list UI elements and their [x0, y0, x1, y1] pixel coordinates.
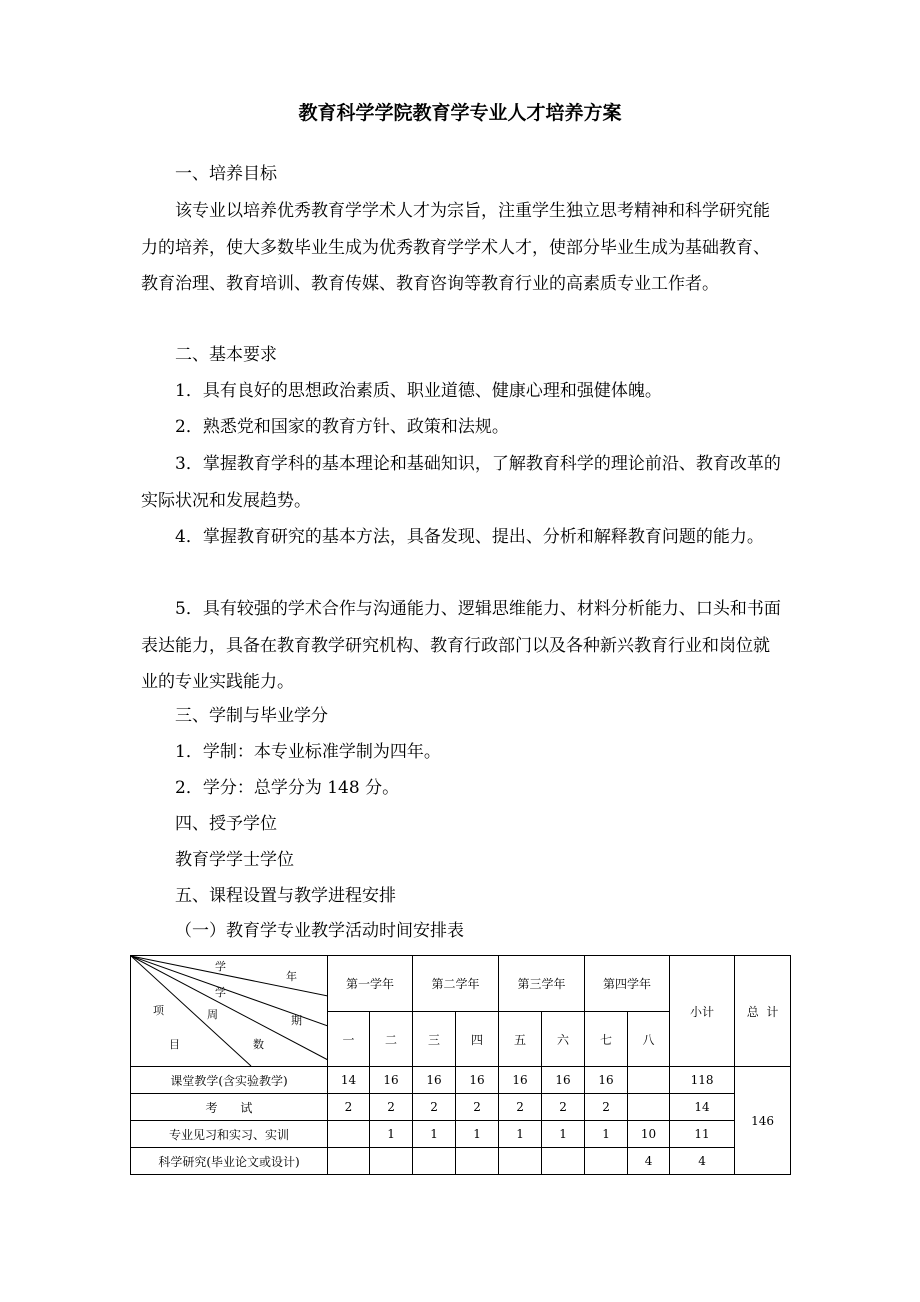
semester-header: 七 [585, 1012, 628, 1067]
corner-label: 数 [253, 1038, 264, 1051]
corner-label: 学 [215, 986, 226, 999]
table-cell [328, 1148, 370, 1175]
subtotal-cell: 11 [670, 1121, 735, 1148]
corner-label: 目 [169, 1038, 180, 1051]
table-caption: （一）教育学专业教学活动时间安排表 [175, 921, 464, 941]
section-1-body: 该专业以培养优秀教育学学术人才为宗旨，注重学生独立思考精神和科学研究能力的培养，使大多数毕业生成为优秀教育学学术人才，使部分毕业生成为基础教育、教育治理、教育培训、教育传媒、教育咨询等教育行业的高素质专业工作者。 [141, 201, 770, 294]
corner-label: 年 [286, 970, 297, 983]
table-cell [499, 1148, 542, 1175]
table-cell: 16 [542, 1067, 585, 1094]
table-cell: 2 [585, 1094, 628, 1121]
table-cell: 14 [328, 1067, 370, 1094]
table-cell: 1 [585, 1121, 628, 1148]
table-row [131, 1094, 791, 1121]
table-cell: 1 [456, 1121, 499, 1148]
table-cell [456, 1148, 499, 1175]
table-cell: 1 [413, 1121, 456, 1148]
table-cell: 16 [370, 1067, 413, 1094]
corner-label: 项 [153, 1004, 164, 1017]
year-header: 第二学年 [413, 956, 499, 1012]
table-cell: 4 [628, 1148, 670, 1175]
table-cell: 16 [413, 1067, 456, 1094]
semester-header: 六 [542, 1012, 585, 1067]
table-cell [370, 1148, 413, 1175]
corner-label: 周 [207, 1008, 218, 1021]
year-header: 第三学年 [499, 956, 585, 1012]
table-cell: 2 [370, 1094, 413, 1121]
table-cell: 16 [456, 1067, 499, 1094]
table-row [131, 1148, 791, 1175]
semester-header: 八 [628, 1012, 670, 1067]
table-cell [628, 1067, 670, 1094]
table-cell: 1 [370, 1121, 413, 1148]
table-cell: 2 [542, 1094, 585, 1121]
table-cell [585, 1148, 628, 1175]
year-header: 第四学年 [585, 956, 670, 1012]
section-2-heading: 二、基本要求 [175, 345, 277, 365]
table-cell: 16 [585, 1067, 628, 1094]
requirement-item: 2．熟悉党和国家的教育方针、政策和法规。 [175, 417, 509, 437]
table-cell: 1 [499, 1121, 542, 1148]
corner-label: 期 [291, 1014, 302, 1027]
corner-label: 学 [215, 960, 226, 973]
table-cell [628, 1094, 670, 1121]
section-5-heading: 五、课程设置与教学进程安排 [175, 886, 396, 906]
row-label: 科学研究(毕业论文或设计) [131, 1148, 328, 1175]
total-header: 总 计 [735, 956, 791, 1067]
semester-header: 三 [413, 1012, 456, 1067]
table-cell: 2 [413, 1094, 456, 1121]
semester-header: 一 [328, 1012, 370, 1067]
credits-item: 2．学分：总学分为 148 分。 [175, 778, 400, 798]
requirement-item: 1．具有良好的思想政治素质、职业道德、健康心理和强健体魄。 [175, 381, 662, 401]
row-label: 考 试 [131, 1094, 328, 1121]
section-4-heading: 四、授予学位 [175, 814, 277, 834]
page-title: 教育科学学院教育学专业人才培养方案 [298, 102, 622, 124]
subtotal-cell: 14 [670, 1094, 735, 1121]
subtotal-cell: 4 [670, 1148, 735, 1175]
semester-header: 五 [499, 1012, 542, 1067]
table-cell: 2 [456, 1094, 499, 1121]
corner-header-cell [131, 956, 328, 1067]
table-cell: 16 [499, 1067, 542, 1094]
subtotal-cell: 118 [670, 1067, 735, 1094]
table-row [131, 1067, 791, 1094]
section-1-heading: 一、培养目标 [175, 164, 277, 184]
table-cell [542, 1148, 585, 1175]
table-cell: 2 [499, 1094, 542, 1121]
requirement-item: 4．掌握教育研究的基本方法，具备发现、提出、分析和解释教育问题的能力。 [175, 527, 764, 547]
table-cell: 10 [628, 1121, 670, 1148]
table-row [131, 1121, 791, 1148]
requirement-item: 5．具有较强的学术合作与沟通能力、逻辑思维能力、材料分析能力、口头和书面表达能力，具备在教育教学研究机构、教育行政部门以及各种新兴教育行业和岗位就业的专业实践能力。 [141, 599, 781, 692]
degree-text: 教育学学士学位 [175, 850, 294, 870]
duration-item: 1．学制：本专业标准学制为四年。 [175, 742, 441, 762]
table-cell [413, 1148, 456, 1175]
table-cell: 1 [542, 1121, 585, 1148]
semester-header: 二 [370, 1012, 413, 1067]
table-cell: 2 [328, 1094, 370, 1121]
table-cell [328, 1121, 370, 1148]
row-label: 专业见习和实习、实训 [131, 1121, 328, 1148]
schedule-table [130, 955, 791, 1175]
semester-header: 四 [456, 1012, 499, 1067]
year-header: 第一学年 [328, 956, 413, 1012]
subtotal-header: 小计 [670, 956, 735, 1067]
row-label: 课堂教学(含实验教学) [131, 1067, 328, 1094]
grand-total-cell: 146 [735, 1067, 791, 1175]
section-3-heading: 三、学制与毕业学分 [175, 706, 328, 726]
requirement-item: 3．掌握教育学科的基本理论和基础知识，了解教育科学的理论前沿、教育改革的实际状况和发展趋势。 [141, 454, 781, 511]
